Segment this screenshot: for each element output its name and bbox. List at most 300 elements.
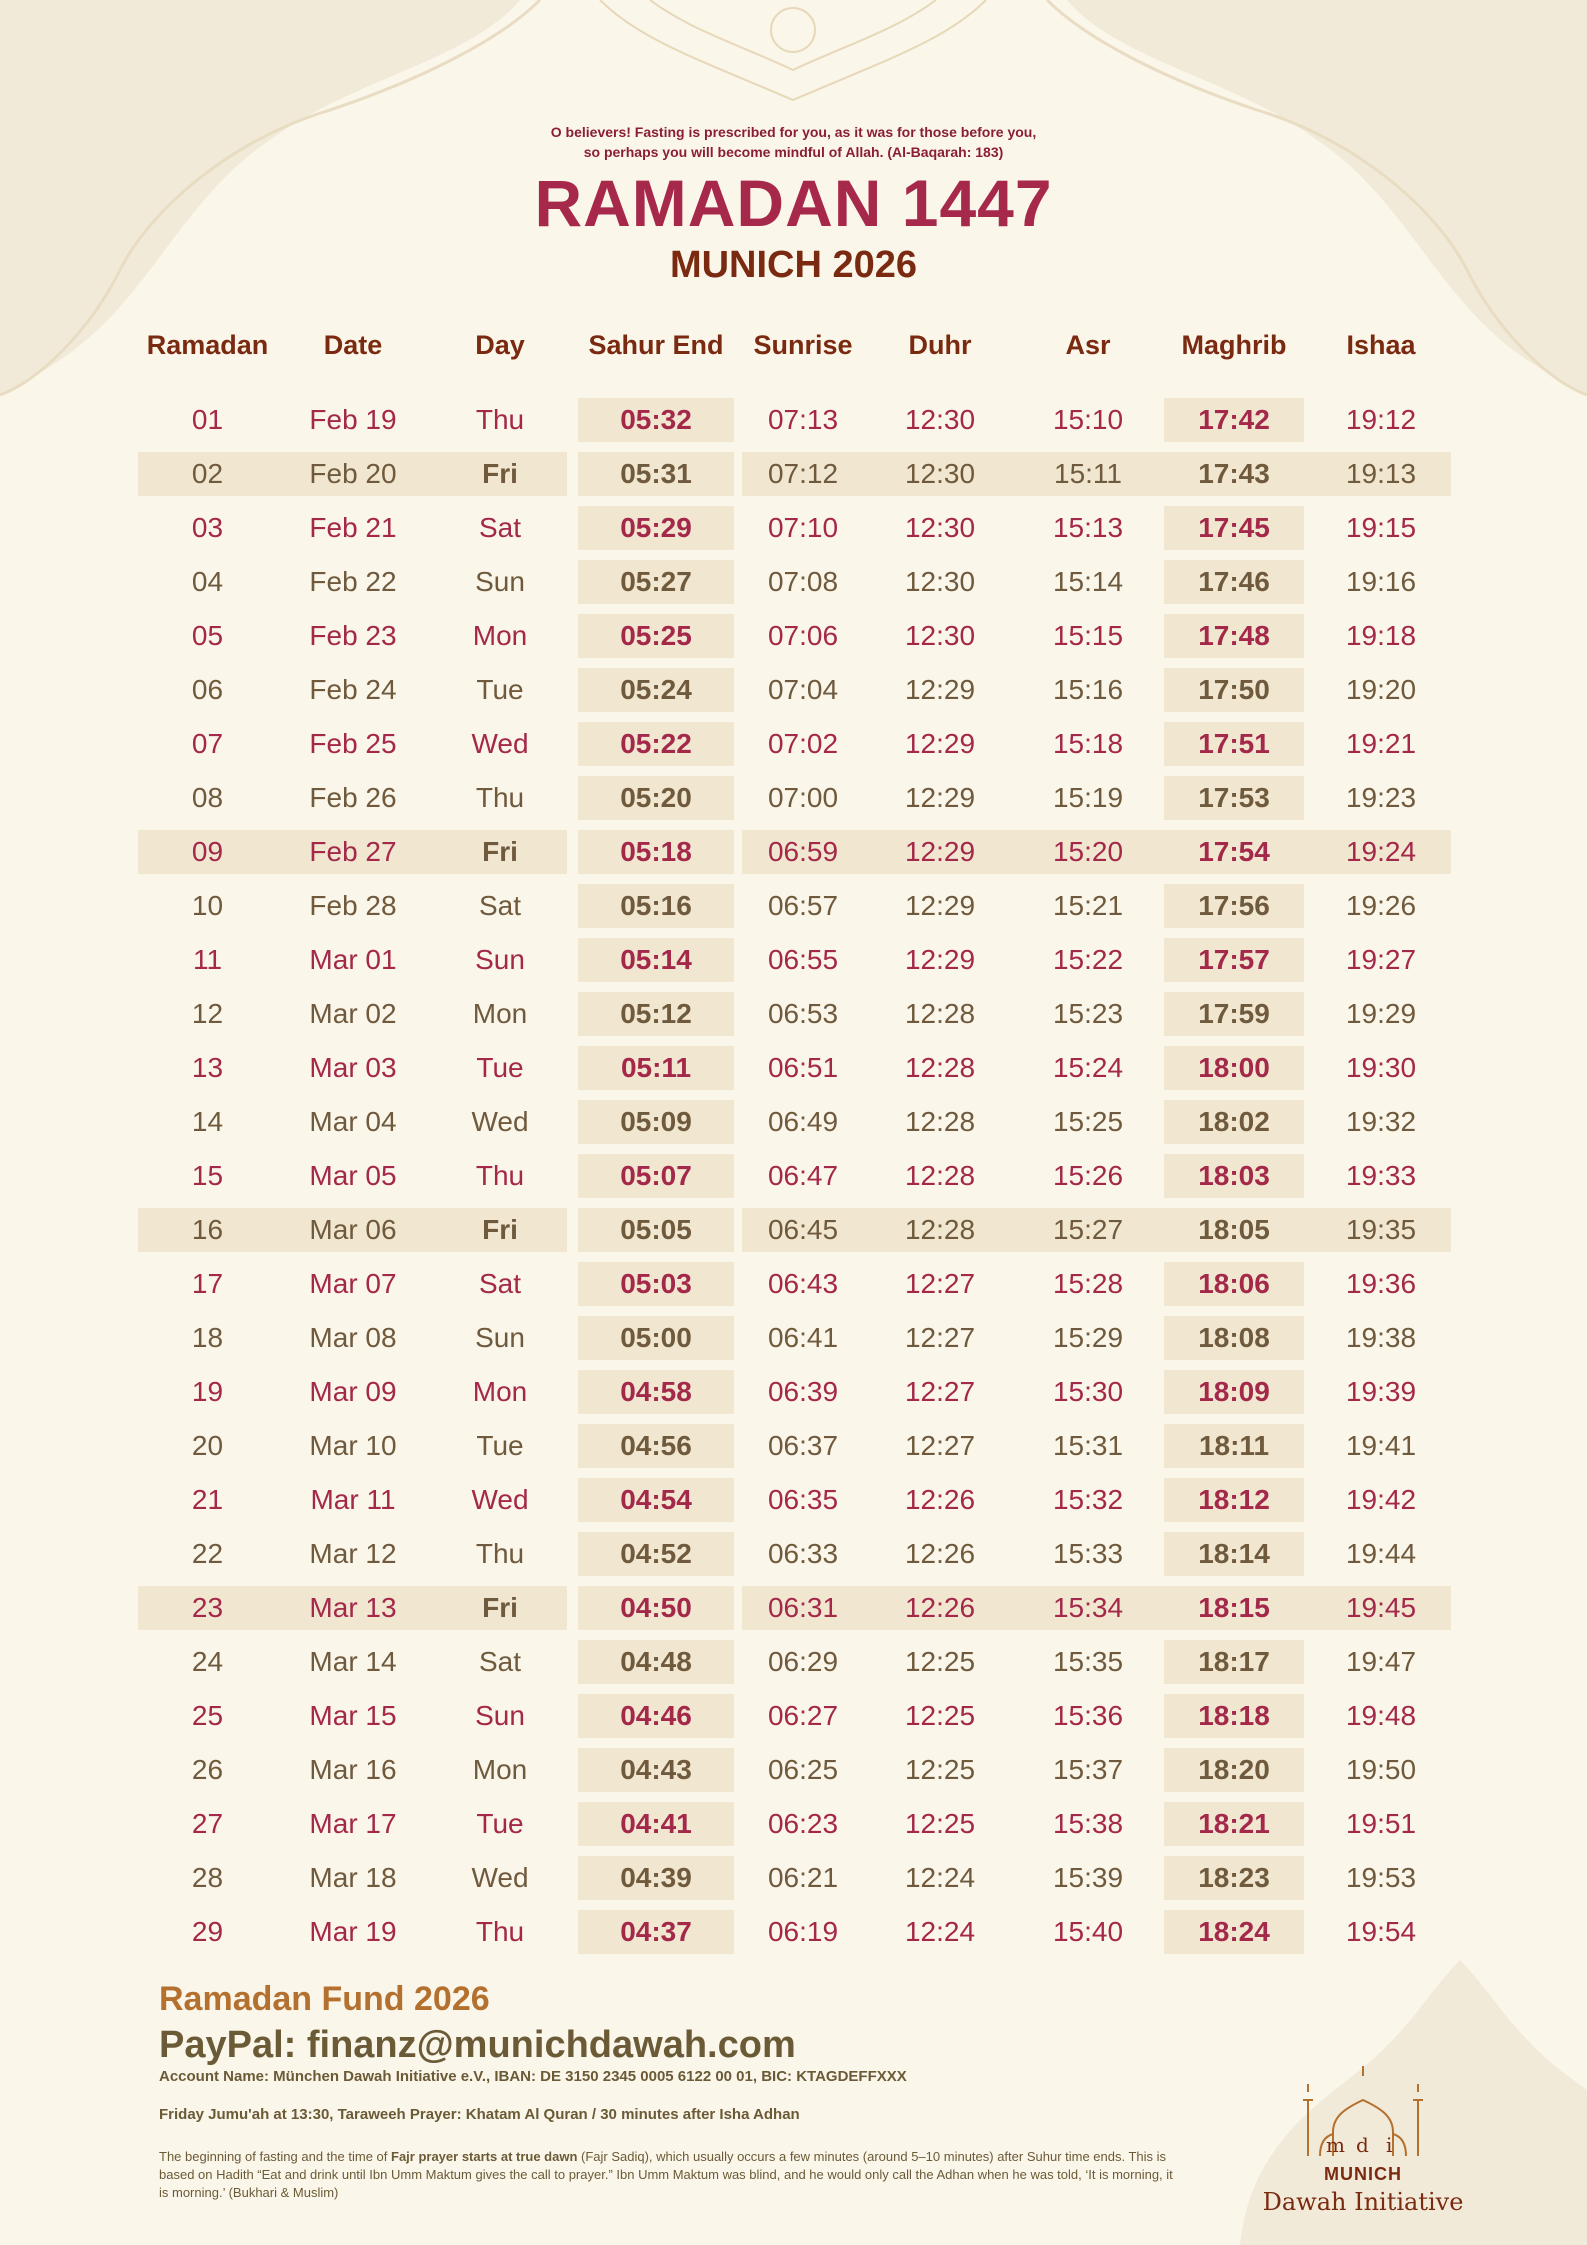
cell-duhr: 12:28 xyxy=(904,1160,976,1191)
cell-duhr: 12:26 xyxy=(904,1592,976,1623)
cell-maghrib: 18:00 xyxy=(1164,1046,1304,1090)
cell-day: Fri xyxy=(482,1214,518,1245)
cell-duhr: 12:30 xyxy=(904,404,976,435)
cell-ishaa: 19:20 xyxy=(1345,674,1417,705)
cell-sahur-end: 04:43 xyxy=(578,1748,734,1792)
cell-ramadan: 01 xyxy=(191,404,224,435)
cell-duhr: 12:30 xyxy=(904,512,976,543)
cell-ishaa: 19:41 xyxy=(1345,1430,1417,1461)
cell-date: Mar 09 xyxy=(309,1376,397,1407)
cell-day: Mon xyxy=(472,1754,528,1785)
cell-ramadan: 10 xyxy=(191,890,224,921)
cell-ramadan: 05 xyxy=(191,620,224,651)
cell-sahur-end: 05:16 xyxy=(578,884,734,928)
cell-duhr: 12:29 xyxy=(904,944,976,975)
cell-ishaa: 19:13 xyxy=(1345,458,1417,489)
cell-sahur-end: 05:20 xyxy=(578,776,734,820)
cell-ishaa: 19:18 xyxy=(1345,620,1417,651)
header-sunrise: Sunrise xyxy=(753,330,853,360)
cell-duhr: 12:25 xyxy=(904,1646,976,1677)
cell-sunrise: 07:06 xyxy=(767,620,839,651)
cell-sahur-end: 05:25 xyxy=(578,614,734,658)
cell-ramadan: 22 xyxy=(191,1538,224,1569)
cell-asr: 15:19 xyxy=(1052,782,1124,813)
cell-sahur-end: 05:05 xyxy=(578,1208,734,1252)
table-row xyxy=(0,1150,1587,1204)
cell-date: Mar 12 xyxy=(309,1538,397,1569)
cell-sunrise: 07:08 xyxy=(767,566,839,597)
header-date: Date xyxy=(323,330,383,360)
cell-ishaa: 19:35 xyxy=(1345,1214,1417,1245)
cell-maghrib: 17:57 xyxy=(1164,938,1304,982)
cell-sunrise: 06:57 xyxy=(767,890,839,921)
cell-sahur-end: 05:14 xyxy=(578,938,734,982)
cell-ramadan: 20 xyxy=(191,1430,224,1461)
cell-sunrise: 06:43 xyxy=(767,1268,839,1299)
cell-day: Tue xyxy=(476,674,524,705)
cell-sunrise: 06:37 xyxy=(767,1430,839,1461)
cell-asr: 15:23 xyxy=(1052,998,1124,1029)
cell-day: Tue xyxy=(476,1052,524,1083)
cell-day: Fri xyxy=(482,458,518,489)
cell-ishaa: 19:26 xyxy=(1345,890,1417,921)
cell-sunrise: 06:51 xyxy=(767,1052,839,1083)
table-row xyxy=(0,502,1587,556)
cell-asr: 15:14 xyxy=(1052,566,1124,597)
quran-verse xyxy=(0,122,1587,162)
cell-ramadan: 03 xyxy=(191,512,224,543)
cell-maghrib: 18:02 xyxy=(1164,1100,1304,1144)
cell-ramadan: 08 xyxy=(191,782,224,813)
cell-date: Mar 18 xyxy=(309,1862,397,1893)
cell-date: Mar 14 xyxy=(309,1646,397,1677)
table-row xyxy=(0,1744,1587,1798)
cell-day: Fri xyxy=(482,1592,518,1623)
cell-sunrise: 06:23 xyxy=(767,1808,839,1839)
cell-ramadan: 23 xyxy=(191,1592,224,1623)
cell-day: Sun xyxy=(475,566,525,597)
cell-ishaa: 19:36 xyxy=(1345,1268,1417,1299)
cell-asr: 15:20 xyxy=(1052,836,1124,867)
cell-day: Thu xyxy=(475,1538,525,1569)
cell-ramadan: 17 xyxy=(191,1268,224,1299)
cell-sunrise: 06:35 xyxy=(767,1484,839,1515)
cell-sahur-end: 05:09 xyxy=(578,1100,734,1144)
cell-ramadan: 28 xyxy=(191,1862,224,1893)
cell-asr: 15:22 xyxy=(1052,944,1124,975)
table-row xyxy=(0,1798,1587,1852)
cell-date: Feb 27 xyxy=(309,836,397,867)
cell-day: Thu xyxy=(475,782,525,813)
table-row xyxy=(0,1420,1587,1474)
cell-asr: 15:26 xyxy=(1052,1160,1124,1191)
cell-date: Mar 05 xyxy=(309,1160,397,1191)
paypal-email: PayPal: finanz@munichdawah.com xyxy=(159,2024,796,2066)
cell-date: Mar 11 xyxy=(310,1484,396,1515)
cell-maghrib: 17:42 xyxy=(1164,398,1304,442)
cell-maghrib: 17:43 xyxy=(1164,452,1304,496)
cell-asr: 15:28 xyxy=(1052,1268,1124,1299)
cell-sunrise: 06:29 xyxy=(767,1646,839,1677)
cell-sahur-end: 05:12 xyxy=(578,992,734,1036)
cell-duhr: 12:25 xyxy=(904,1808,976,1839)
cell-day: Tue xyxy=(476,1430,524,1461)
header-day: Day xyxy=(475,330,525,360)
cell-duhr: 12:29 xyxy=(904,728,976,759)
cell-ishaa: 19:33 xyxy=(1345,1160,1417,1191)
cell-sunrise: 06:47 xyxy=(767,1160,839,1191)
cell-sunrise: 06:45 xyxy=(767,1214,839,1245)
cell-ishaa: 19:53 xyxy=(1345,1862,1417,1893)
header-ishaa: Ishaa xyxy=(1346,330,1416,360)
cell-ishaa: 19:23 xyxy=(1345,782,1417,813)
cell-sunrise: 06:59 xyxy=(767,836,839,867)
logo-letter-i: i xyxy=(1386,2133,1393,2157)
cell-sahur-end: 05:22 xyxy=(578,722,734,766)
cell-sahur-end: 05:29 xyxy=(578,506,734,550)
cell-maghrib: 17:45 xyxy=(1164,506,1304,550)
cell-maghrib: 17:59 xyxy=(1164,992,1304,1036)
cell-date: Mar 10 xyxy=(309,1430,397,1461)
verse-line-2: so perhaps you will become mindful of Allah. (Al-Baqarah: 183) xyxy=(583,144,1004,160)
table-row xyxy=(0,1366,1587,1420)
cell-date: Mar 07 xyxy=(309,1268,397,1299)
cell-asr: 15:11 xyxy=(1054,458,1122,489)
cell-date: Mar 02 xyxy=(309,998,397,1029)
header-sahur-end: Sahur End xyxy=(588,330,724,360)
cell-day: Thu xyxy=(475,404,525,435)
table-row xyxy=(0,826,1587,880)
table-row xyxy=(0,1582,1587,1636)
table-row xyxy=(0,880,1587,934)
cell-duhr: 12:24 xyxy=(904,1916,976,1947)
cell-duhr: 12:24 xyxy=(904,1862,976,1893)
cell-asr: 15:15 xyxy=(1052,620,1124,651)
cell-sahur-end: 04:52 xyxy=(578,1532,734,1576)
cell-sahur-end: 05:07 xyxy=(578,1154,734,1198)
table-row xyxy=(0,448,1587,502)
table-row xyxy=(0,1690,1587,1744)
cell-sahur-end: 04:41 xyxy=(578,1802,734,1846)
table-row xyxy=(0,610,1587,664)
cell-date: Mar 17 xyxy=(309,1808,397,1839)
cell-duhr: 12:30 xyxy=(904,620,976,651)
fajr-note xyxy=(159,2148,1179,2202)
header-maghrib: Maghrib xyxy=(1181,330,1287,360)
table-row xyxy=(0,934,1587,988)
cell-sahur-end: 05:00 xyxy=(578,1316,734,1360)
cell-duhr: 12:28 xyxy=(904,1214,976,1245)
cell-day: Sun xyxy=(475,944,525,975)
cell-date: Mar 01 xyxy=(309,944,397,975)
cell-maghrib: 17:46 xyxy=(1164,560,1304,604)
cell-asr: 15:40 xyxy=(1052,1916,1124,1947)
cell-duhr: 12:29 xyxy=(904,782,976,813)
cell-maghrib: 17:54 xyxy=(1164,830,1304,874)
cell-sahur-end: 04:56 xyxy=(578,1424,734,1468)
note-part-1: The beginning of fasting and the time of xyxy=(159,2149,391,2164)
cell-sunrise: 07:10 xyxy=(767,512,839,543)
cell-asr: 15:24 xyxy=(1052,1052,1124,1083)
header-duhr: Duhr xyxy=(908,330,972,360)
jumuah-info: Friday Jumu'ah at 13:30, Taraweeh Prayer: Khatam Al Quran / 30 minutes after Isha Adhan xyxy=(159,2106,800,2123)
cell-ishaa: 19:21 xyxy=(1345,728,1417,759)
mosque-icon xyxy=(1248,2060,1478,2164)
cell-sunrise: 06:39 xyxy=(767,1376,839,1407)
cell-date: Feb 26 xyxy=(309,782,397,813)
cell-ramadan: 26 xyxy=(191,1754,224,1785)
cell-day: Thu xyxy=(475,1160,525,1191)
cell-ishaa: 19:44 xyxy=(1345,1538,1417,1569)
cell-sunrise: 06:41 xyxy=(767,1322,839,1353)
cell-sahur-end: 05:18 xyxy=(578,830,734,874)
cell-ishaa: 19:30 xyxy=(1345,1052,1417,1083)
cell-asr: 15:36 xyxy=(1052,1700,1124,1731)
cell-day: Sat xyxy=(478,1646,522,1677)
cell-ishaa: 19:50 xyxy=(1345,1754,1417,1785)
cell-sunrise: 06:31 xyxy=(767,1592,839,1623)
cell-day: Wed xyxy=(471,1484,529,1515)
cell-maghrib: 18:15 xyxy=(1164,1586,1304,1630)
cell-sunrise: 06:25 xyxy=(767,1754,839,1785)
cell-ishaa: 19:12 xyxy=(1345,404,1417,435)
cell-ishaa: 19:38 xyxy=(1345,1322,1417,1353)
cell-asr: 15:37 xyxy=(1052,1754,1124,1785)
cell-date: Feb 25 xyxy=(309,728,397,759)
timetable xyxy=(0,394,1587,1960)
cell-day: Sat xyxy=(478,890,522,921)
cell-duhr: 12:25 xyxy=(904,1754,976,1785)
cell-sahur-end: 05:32 xyxy=(578,398,734,442)
cell-ishaa: 19:42 xyxy=(1345,1484,1417,1515)
cell-ishaa: 19:54 xyxy=(1345,1916,1417,1947)
logo-munich-text: MUNICH xyxy=(1324,2164,1402,2184)
cell-maghrib: 18:06 xyxy=(1164,1262,1304,1306)
cell-sunrise: 06:49 xyxy=(767,1106,839,1137)
cell-ramadan: 12 xyxy=(191,998,224,1029)
cell-date: Feb 24 xyxy=(309,674,397,705)
table-row xyxy=(0,772,1587,826)
cell-sunrise: 07:00 xyxy=(767,782,839,813)
table-row xyxy=(0,1528,1587,1582)
table-row xyxy=(0,1042,1587,1096)
cell-date: Feb 22 xyxy=(309,566,397,597)
cell-sunrise: 06:27 xyxy=(767,1700,839,1731)
cell-day: Wed xyxy=(471,728,529,759)
verse-line-1: O believers! Fasting is prescribed for you, as it was for those before you, xyxy=(550,124,1037,140)
cell-ramadan: 02 xyxy=(191,458,224,489)
cell-sahur-end: 05:31 xyxy=(578,452,734,496)
cell-ishaa: 19:48 xyxy=(1345,1700,1417,1731)
cell-day: Sun xyxy=(475,1322,525,1353)
cell-maghrib: 17:53 xyxy=(1164,776,1304,820)
cell-ramadan: 24 xyxy=(191,1646,224,1677)
cell-asr: 15:16 xyxy=(1052,674,1124,705)
cell-asr: 15:18 xyxy=(1052,728,1124,759)
cell-asr: 15:39 xyxy=(1052,1862,1124,1893)
cell-maghrib: 17:50 xyxy=(1164,668,1304,712)
cell-sahur-end: 05:27 xyxy=(578,560,734,604)
cell-asr: 15:35 xyxy=(1052,1646,1124,1677)
cell-ishaa: 19:32 xyxy=(1345,1106,1417,1137)
cell-ramadan: 07 xyxy=(191,728,224,759)
cell-date: Mar 16 xyxy=(309,1754,397,1785)
cell-maghrib: 17:56 xyxy=(1164,884,1304,928)
cell-asr: 15:27 xyxy=(1052,1214,1124,1245)
cell-maghrib: 18:24 xyxy=(1164,1910,1304,1954)
cell-maghrib: 18:21 xyxy=(1164,1802,1304,1846)
note-bold: Fajr prayer starts at true dawn xyxy=(391,2149,578,2164)
cell-ishaa: 19:39 xyxy=(1345,1376,1417,1407)
logo-dawah-text: Dawah Initiative xyxy=(1262,2188,1464,2216)
cell-date: Feb 21 xyxy=(309,512,397,543)
cell-sunrise: 06:21 xyxy=(767,1862,839,1893)
cell-day: Tue xyxy=(476,1808,524,1839)
cell-day: Mon xyxy=(472,1376,528,1407)
cell-day: Sun xyxy=(475,1700,525,1731)
cell-asr: 15:29 xyxy=(1052,1322,1124,1353)
cell-sahur-end: 04:39 xyxy=(578,1856,734,1900)
logo-letter-m: m xyxy=(1326,2133,1345,2157)
cell-maghrib: 18:20 xyxy=(1164,1748,1304,1792)
cell-duhr: 12:27 xyxy=(904,1376,976,1407)
cell-day: Thu xyxy=(475,1916,525,1947)
cell-ramadan: 25 xyxy=(191,1700,224,1731)
cell-duhr: 12:29 xyxy=(904,674,976,705)
cell-sahur-end: 05:24 xyxy=(578,668,734,712)
table-row xyxy=(0,1096,1587,1150)
cell-maghrib: 18:12 xyxy=(1164,1478,1304,1522)
cell-maghrib: 18:03 xyxy=(1164,1154,1304,1198)
cell-duhr: 12:26 xyxy=(904,1538,976,1569)
cell-maghrib: 18:11 xyxy=(1164,1424,1304,1468)
cell-duhr: 12:29 xyxy=(904,890,976,921)
cell-day: Sat xyxy=(478,1268,522,1299)
cell-ramadan: 04 xyxy=(191,566,224,597)
cell-ishaa: 19:51 xyxy=(1345,1808,1417,1839)
table-row xyxy=(0,1312,1587,1366)
table-row xyxy=(0,1204,1587,1258)
page-title: RAMADAN 1447 xyxy=(534,166,1053,240)
cell-date: Feb 28 xyxy=(309,890,397,921)
cell-sahur-end: 04:54 xyxy=(578,1478,734,1522)
cell-date: Feb 19 xyxy=(309,404,397,435)
cell-sahur-end: 04:46 xyxy=(578,1694,734,1738)
cell-day: Fri xyxy=(482,836,518,867)
cell-duhr: 12:30 xyxy=(904,458,976,489)
cell-sunrise: 07:04 xyxy=(767,674,839,705)
cell-date: Mar 06 xyxy=(309,1214,397,1245)
cell-duhr: 12:27 xyxy=(904,1322,976,1353)
cell-day: Mon xyxy=(472,998,528,1029)
cell-maghrib: 18:09 xyxy=(1164,1370,1304,1414)
cell-ramadan: 27 xyxy=(191,1808,224,1839)
cell-maghrib: 18:08 xyxy=(1164,1316,1304,1360)
cell-sunrise: 06:33 xyxy=(767,1538,839,1569)
cell-ishaa: 19:29 xyxy=(1345,998,1417,1029)
cell-duhr: 12:28 xyxy=(904,1052,976,1083)
cell-asr: 15:30 xyxy=(1052,1376,1124,1407)
header-ramadan: Ramadan xyxy=(146,330,269,360)
cell-ishaa: 19:24 xyxy=(1345,836,1417,867)
cell-asr: 15:34 xyxy=(1052,1592,1124,1623)
cell-asr: 15:31 xyxy=(1052,1430,1124,1461)
table-row xyxy=(0,1636,1587,1690)
table-row xyxy=(0,1474,1587,1528)
cell-asr: 15:32 xyxy=(1052,1484,1124,1515)
bank-account-details: Account Name: München Dawah Initiative e.V., IBAN: DE 3150 2345 0005 6122 00 01, BIC: KTAGDEFFXXX xyxy=(159,2068,907,2085)
fund-title: Ramadan Fund 2026 xyxy=(159,1980,490,2018)
cell-asr: 15:21 xyxy=(1052,890,1124,921)
cell-maghrib: 18:18 xyxy=(1164,1694,1304,1738)
cell-maghrib: 17:51 xyxy=(1164,722,1304,766)
table-row xyxy=(0,394,1587,448)
cell-ramadan: 06 xyxy=(191,674,224,705)
cell-asr: 15:33 xyxy=(1052,1538,1124,1569)
cell-duhr: 12:28 xyxy=(904,1106,976,1137)
cell-maghrib: 17:48 xyxy=(1164,614,1304,658)
cell-sahur-end: 05:03 xyxy=(578,1262,734,1306)
cell-date: Mar 04 xyxy=(309,1106,397,1137)
cell-sunrise: 07:13 xyxy=(767,404,839,435)
cell-ishaa: 19:45 xyxy=(1345,1592,1417,1623)
cell-ramadan: 21 xyxy=(191,1484,224,1515)
table-row xyxy=(0,1258,1587,1312)
cell-sunrise: 07:12 xyxy=(767,458,839,489)
cell-ishaa: 19:47 xyxy=(1345,1646,1417,1677)
cell-date: Mar 03 xyxy=(309,1052,397,1083)
cell-ishaa: 19:16 xyxy=(1345,566,1417,597)
cell-maghrib: 18:14 xyxy=(1164,1532,1304,1576)
cell-asr: 15:38 xyxy=(1052,1808,1124,1839)
cell-date: Feb 23 xyxy=(309,620,397,651)
cell-asr: 15:10 xyxy=(1052,404,1124,435)
cell-duhr: 12:28 xyxy=(904,998,976,1029)
cell-maghrib: 18:23 xyxy=(1164,1856,1304,1900)
header-asr: Asr xyxy=(1065,330,1111,360)
cell-ishaa: 19:15 xyxy=(1345,512,1417,543)
cell-date: Feb 20 xyxy=(309,458,397,489)
cell-sahur-end: 04:48 xyxy=(578,1640,734,1684)
table-row xyxy=(0,664,1587,718)
cell-asr: 15:25 xyxy=(1052,1106,1124,1137)
cell-ramadan: 29 xyxy=(191,1916,224,1947)
cell-date: Mar 13 xyxy=(309,1592,397,1623)
cell-sunrise: 06:53 xyxy=(767,998,839,1029)
cell-ramadan: 09 xyxy=(191,836,224,867)
cell-duhr: 12:26 xyxy=(904,1484,976,1515)
cell-ramadan: 13 xyxy=(191,1052,224,1083)
cell-sunrise: 07:02 xyxy=(767,728,839,759)
table-row xyxy=(0,718,1587,772)
cell-day: Wed xyxy=(471,1106,529,1137)
cell-duhr: 12:30 xyxy=(904,566,976,597)
cell-ramadan: 14 xyxy=(191,1106,224,1137)
cell-asr: 15:13 xyxy=(1052,512,1124,543)
page-subtitle: MUNICH 2026 xyxy=(669,244,918,286)
table-row xyxy=(0,988,1587,1042)
cell-date: Mar 19 xyxy=(309,1916,397,1947)
cell-sunrise: 06:19 xyxy=(767,1916,839,1947)
cell-sahur-end: 05:11 xyxy=(578,1046,734,1090)
cell-sahur-end: 04:58 xyxy=(578,1370,734,1414)
munich-dawah-logo xyxy=(1248,2060,1478,2235)
cell-day: Wed xyxy=(471,1862,529,1893)
cell-day: Sat xyxy=(478,512,522,543)
cell-ramadan: 11 xyxy=(192,944,223,975)
cell-ramadan: 16 xyxy=(191,1214,224,1245)
cell-date: Mar 15 xyxy=(309,1700,397,1731)
